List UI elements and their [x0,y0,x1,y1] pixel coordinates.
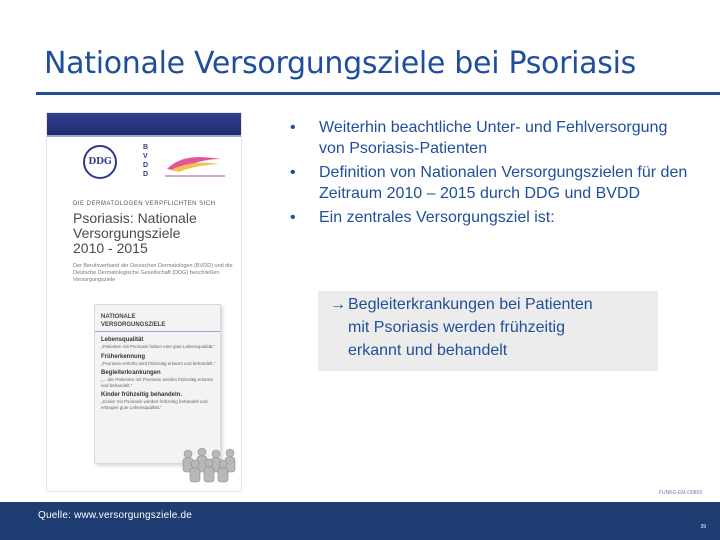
people-figures-icon [178,446,240,484]
callout-line: erkannt und behandelt [348,342,508,359]
bullet-item: • Ein zentrales Versorgungsziel ist: [290,207,690,228]
cover-header-band [47,113,241,135]
booklet-goal-text: „Psoriasis-Arthritis wird frühzeitig erkannt und behandelt.“ [101,360,216,366]
ddg-logo [83,145,117,179]
callout-line: Begleiterkrankungen bei Patienten [348,296,593,313]
bullet-item: • Weiterhin beachtliche Unter- und Fehlversorgung von Psoriasis-Patienten [290,117,690,159]
arrow-right-icon: → [330,296,346,313]
booklet-goal [101,354,217,367]
footer-bar [0,502,720,540]
booklet-goal-text: „Patienten mit Psoriasis haben eine gute Lebensqualität.“ [101,344,216,349]
booklet-divider [95,331,220,332]
bvdd-swoosh-icon [165,153,223,173]
bullet-item: • Definition von Nationalen Versorgungszielen für den Zeitraum 2010 – 2015 durch DDG und BVDD [290,162,690,204]
booklet-goal-list [101,337,217,414]
source-note: Quelle: www.versorgungsziele.de [38,510,193,521]
booklet-image [94,304,221,464]
booklet-goal-heading: Begleiterkrankungen [101,370,161,376]
callout-box [318,291,658,371]
bvdd-tagline [165,175,225,177]
slide-title: Nationale Versorgungsziele bei Psoriasis [44,46,636,81]
booklet-goal-heading: Früherkennung [101,353,146,360]
booklet-goal-heading: Kinder frühzeitig behandeln. [101,392,183,398]
cover-title: Psoriasis: Nationale Versorgungsziele 2010 - 2015 [73,210,197,256]
booklet-goal [101,337,217,350]
cover-subtitle: Der Berufsverband der Deutschen Dermatologen (BVDD) und die Deutsche Dermatologische Gesellschaft (DDG) beschließen Versorgungsziele [73,263,233,283]
callout-line: mit Psoriasis werden frühzeitig [348,319,565,336]
booklet-goal-text: „Kinder mit Psoriasis werden frühzeitig behandelt und erlangen gute Lebensqualität.“ [101,399,208,410]
booklet-goal [101,392,217,410]
page-number: 39 [700,524,706,530]
bullet-list [290,117,690,231]
booklet-goal-heading: Lebensqualität [101,337,144,343]
callout-text [330,293,654,362]
cover-header-line [47,135,241,137]
ddg-logo-text: DDG [88,157,112,167]
booklet-goal-text: „... der Patienten mit Psoriasis werden frühzeitig erkannt und behandelt.“ [101,377,213,388]
document-code: FUNKG-EM-D0859 [658,490,702,496]
title-underline [36,92,720,95]
cover-pretitle: DIE DERMATOLOGEN VERPFLICHTEN SICH [73,201,216,207]
booklet-heading: NATIONALE VERSORGUNGSZIELE [101,314,166,328]
bvdd-logo-letters: BVDD [143,144,149,178]
booklet-goal [101,370,217,388]
